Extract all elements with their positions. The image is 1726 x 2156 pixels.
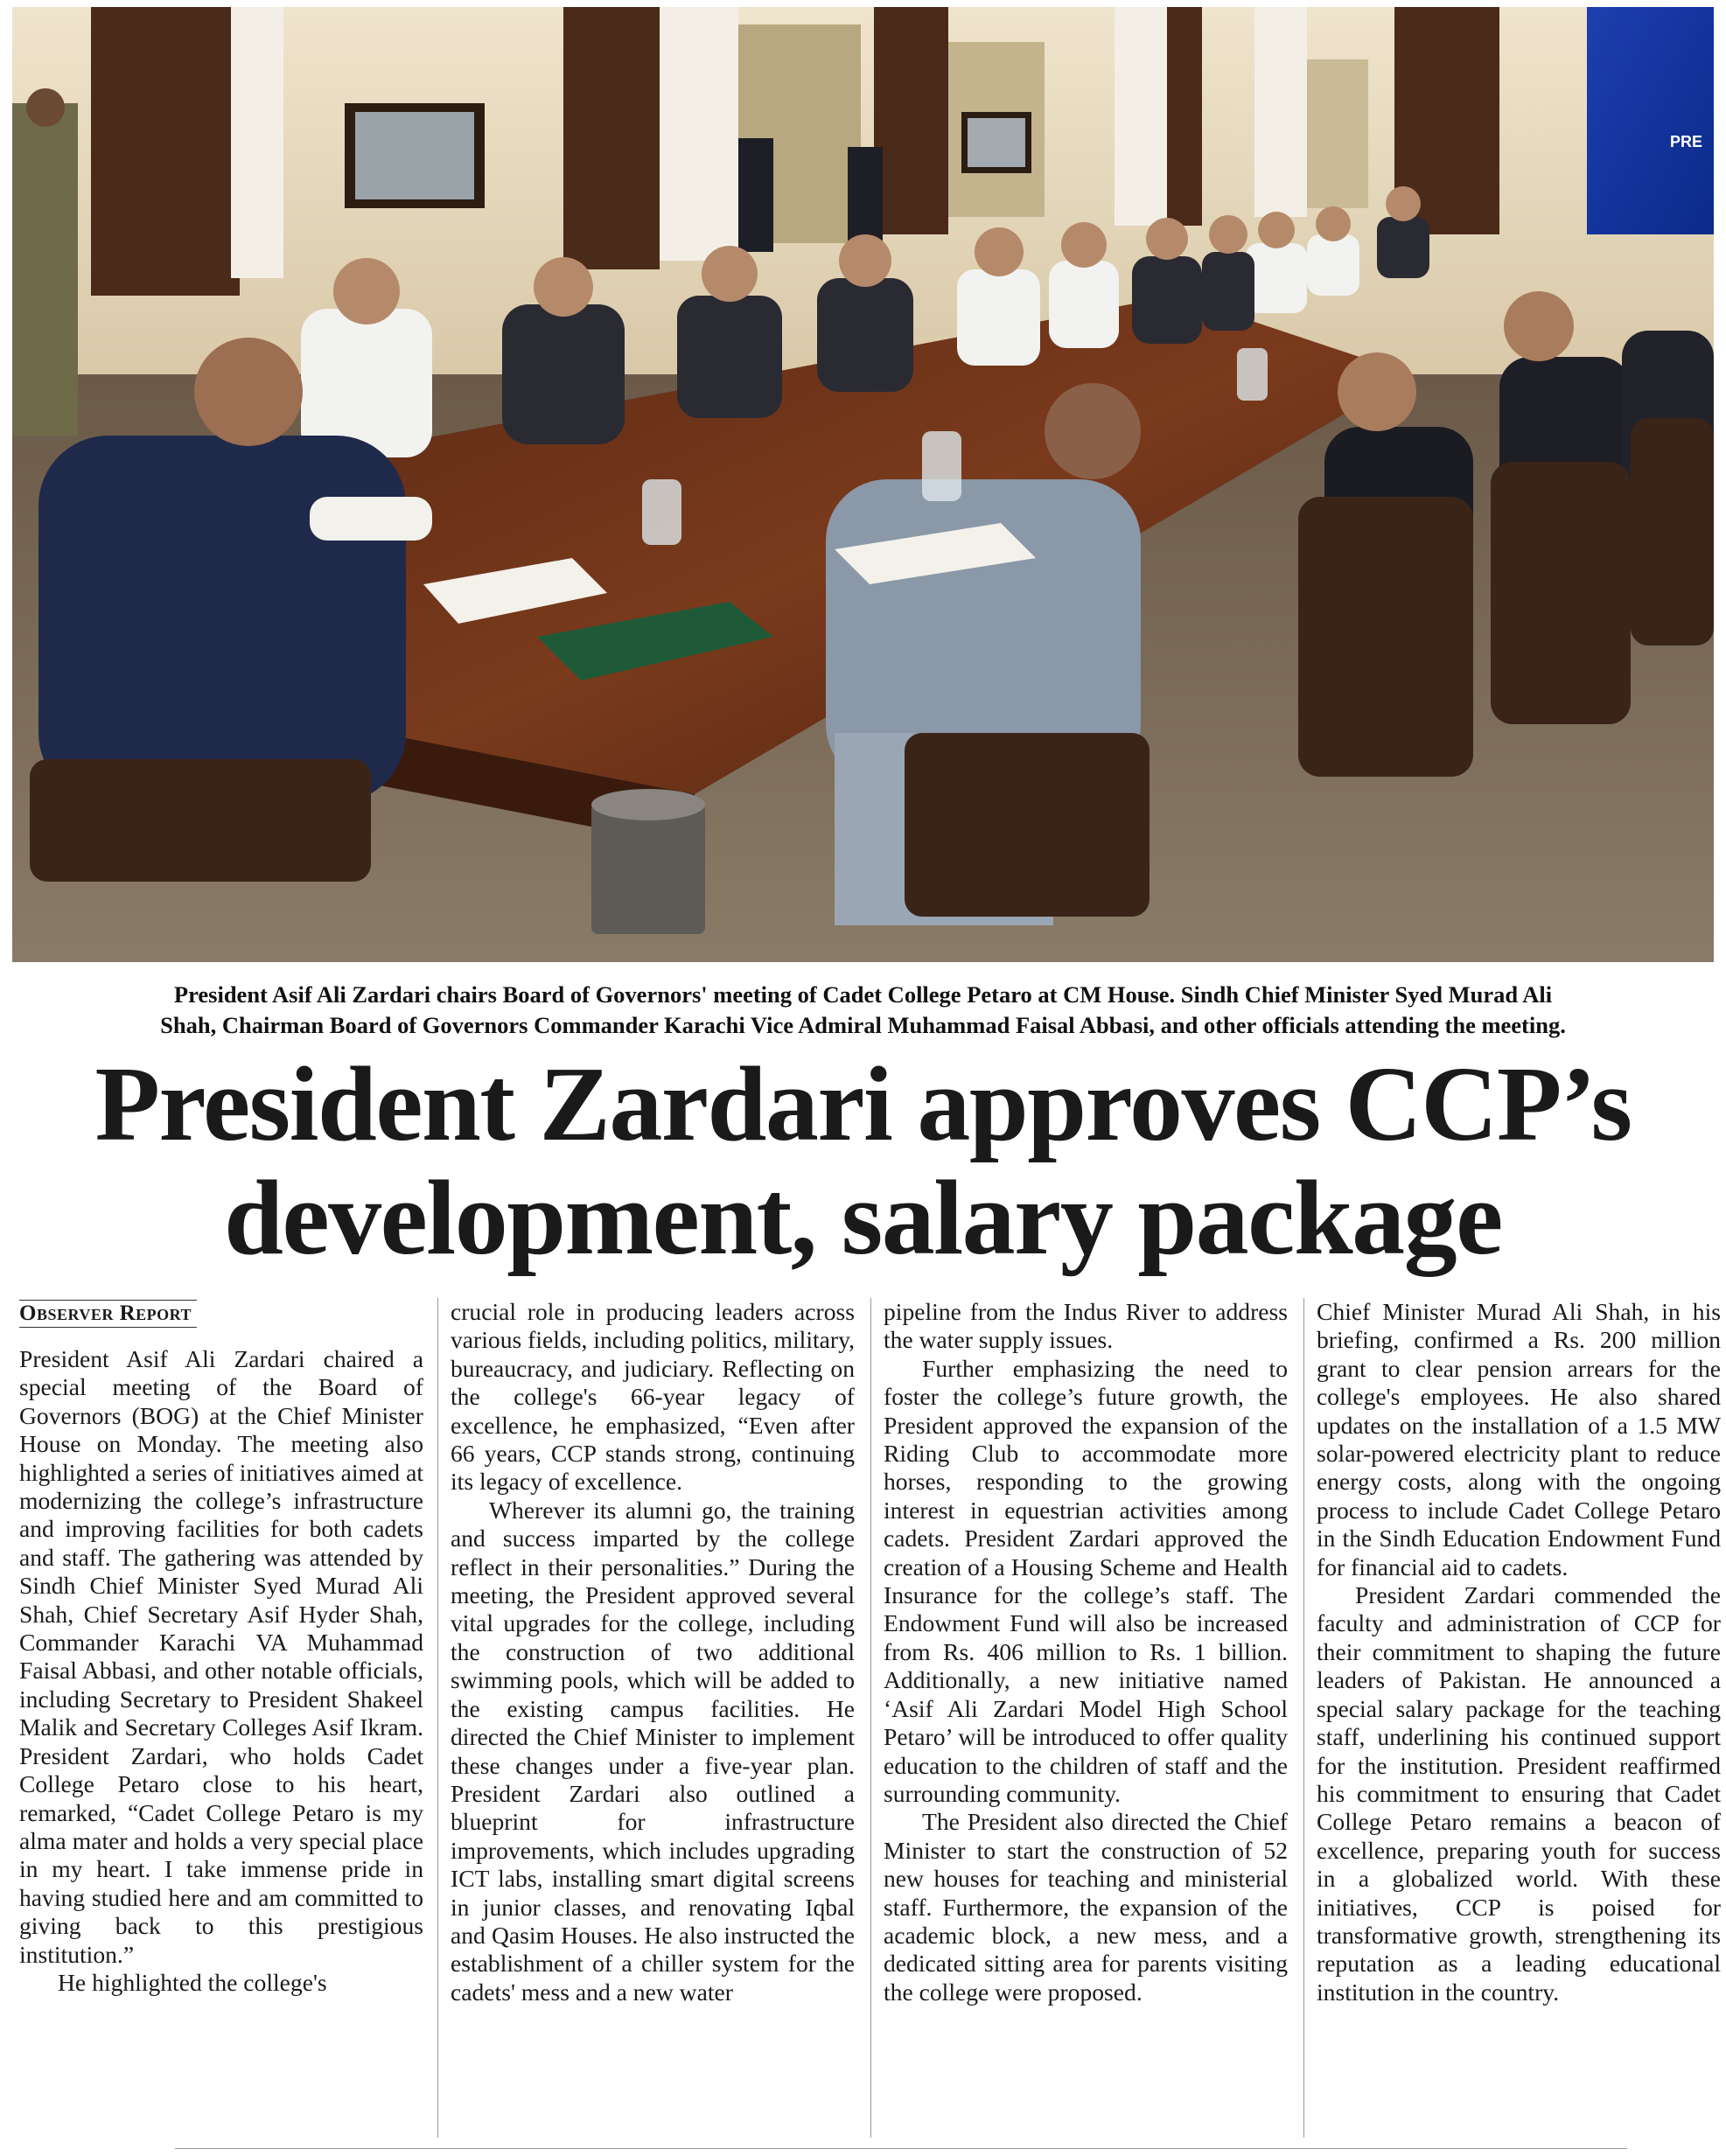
paragraph: crucial role in producing leaders across various fields, including politics, military, bureaucracy, and judiciary. Reflecting on the college's 66-year legacy of excellence, he emphasized, “Even after 66 years, CCP stands strong, continuing its legacy of excellence. xyxy=(451,1298,855,1496)
screen-text: PRE xyxy=(1669,133,1702,150)
paragraph: The President also directed the Chief Minister to start the construction of 52 new houses for teaching and ministerial staff. Furthermore, the expansion of the academic block, a new mess, and a dedicated sitting area for parents visiting the college were proposed. xyxy=(884,1808,1288,2006)
byline: Observer Report xyxy=(19,1300,197,1328)
article-column-4 xyxy=(1317,1298,1721,2006)
headline-line-2: development, salary package xyxy=(224,1159,1502,1277)
column-divider xyxy=(437,1298,438,2138)
caption-line-1: President Asif Ali Zardari chairs Board of Governors' meeting of Cadet College Petaro at CM House. Sindh Chief Minister Syed Murad Ali xyxy=(173,981,1553,1008)
headline-line-1: President Zardari approves CCP’s xyxy=(94,1045,1632,1163)
caption-line-2: Shah, Chairman Board of Governors Commander Karachi Vice Admiral Muhammad Faisal Abbasi, and other officials attending the meeting. xyxy=(160,1012,1566,1038)
paragraph: Wherever its alumni go, the training and success imparted by the college reflect in their personalities.” During the meeting, the President approved several vital upgrades for the college, including the construction of two additional swimming pools, which will be added to the existing campus facilities. He directed the Chief Minister to implement these changes under a five-year plan. President Zardari also outlined a blueprint for infrastructure improvements, which includes upgrading ICT labs, installing smart digital screens in junior classes, and renovating Iqbal and Qasim Houses. He also instructed the establishment of a chiller system for the cadets' mess and a new water xyxy=(451,1496,855,2006)
column-divider xyxy=(870,1298,871,2138)
meeting-photo xyxy=(12,7,1714,962)
photo-caption xyxy=(12,980,1714,1041)
paragraph: President Asif Ali Zardari chaired a special meeting of the Board of Governors (BOG) at the Chief Minister House on Monday. The meeting also highlighted a series of initiatives aimed at modernizing the college’s infrastructure and improving facilities for both cadets and staff. The gathering was attended by Sindh Chief Minister Syed Murad Ali Shah, Chief Secretary Asif Hyder Shah, Commander Karachi VA Muhammad Faisal Abbasi, and other notable officials, including Secretary to President Shakeel Malik and Secretary Colleges Asif Ikram. President Zardari, who holds Cadet College Petaro close to his heart, remarked, “Cadet College Petaro is my alma mater and holds a very special place in my heart. I take immense pride in having studied here and am committed to giving back to this prestigious institution.” xyxy=(19,1345,423,1968)
article-column-1 xyxy=(19,1298,423,1997)
bottom-rule xyxy=(175,2148,1627,2149)
article-column-3 xyxy=(884,1298,1288,2006)
headline xyxy=(12,1045,1714,1277)
paragraph: pipeline from the Indus River to address the water supply issues. xyxy=(884,1298,1288,1354)
paragraph: He highlighted the college's xyxy=(58,1968,327,1996)
article-column-2 xyxy=(451,1298,855,2006)
meeting-photo-illustration xyxy=(12,7,1714,962)
paragraph: President Zardari commended the faculty and administration of CCP for their commitment to shaping the future leaders of Pakistan. He announced a special salary package for the teaching staff, underlining his continued support for the institution. President reaffirmed his commitment to ensuring that Cadet College Petaro remains a beacon of excellence, preparing youth for success in a globalized world. With these initiatives, CCP is poised for transformative growth, strengthening its reputation as a leading educational institution in the country. xyxy=(1317,1581,1721,2006)
paragraph: Further emphasizing the need to foster the college’s future growth, the President approved the expansion of the Riding Club to accommodate more horses, responding to the growing interest in equestrian activities among cadets. President Zardari approved the creation of a Housing Scheme and Health Insurance for the college’s staff. The Endowment Fund will also be increased from Rs. 406 million to Rs. 1 billion. Additionally, a new initiative named ‘Asif Ali Zardari Model High School Petaro’ will be introduced to offer quality education to the children of staff and the surrounding community. xyxy=(884,1354,1288,1807)
paragraph: Chief Minister Murad Ali Shah, in his briefing, confirmed a Rs. 200 million grant to clear pension arrears for the college's employees. He also shared updates on the installation of a 1.5 MW solar-powered electricity plant to reduce energy costs, along with the ongoing process to include Cadet College Petaro in the Sindh Education Endowment Fund for financial aid to cadets. xyxy=(1317,1298,1721,1580)
column-divider xyxy=(1303,1298,1304,2138)
